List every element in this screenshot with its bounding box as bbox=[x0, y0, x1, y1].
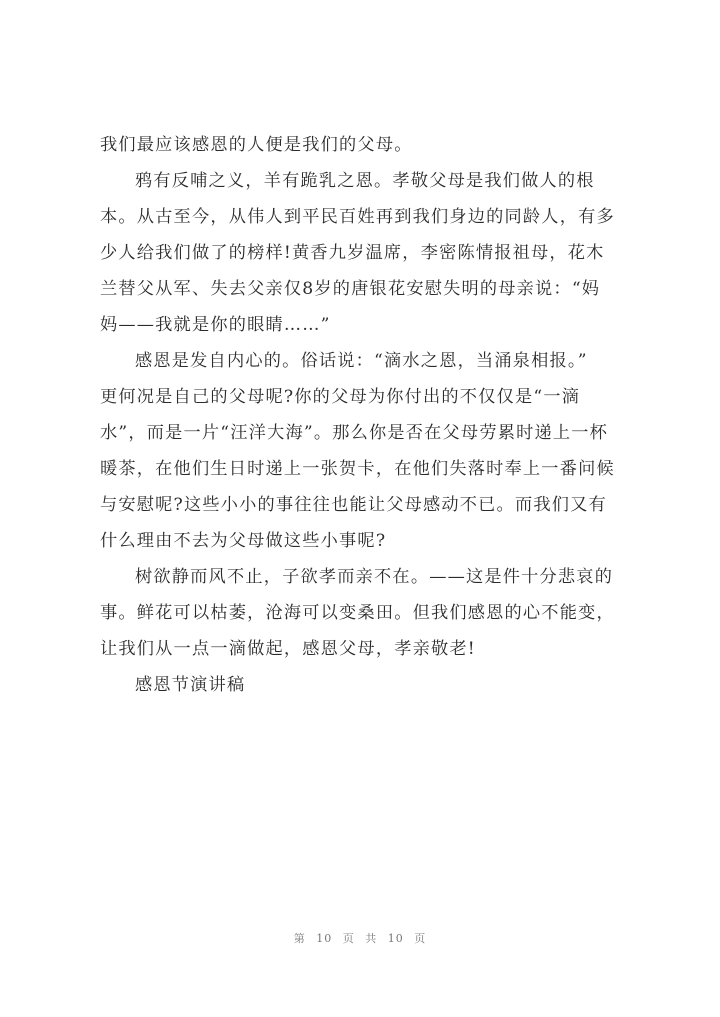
text-line: 感恩是发自内心的。俗话说：“滴水之恩，当涌泉相报。” bbox=[135, 351, 588, 371]
text-line: 感恩节演讲稿 bbox=[135, 675, 246, 695]
text-line: 暖茶，在他们生日时递上一张贺卡，在他们失落时奉上一番问候 bbox=[100, 459, 615, 479]
text-line: 我们最应该感恩的人便是我们的父母。 bbox=[100, 135, 413, 155]
text-line: 更何况是自己的父母呢?你的父母为你付出的不仅仅是“一滴 bbox=[100, 387, 581, 407]
text-line: 与安慰呢?这些小小的事往往也能让父母感动不已。而我们又有 bbox=[100, 495, 607, 515]
text-line: 本。从古至今，从伟人到平民百姓再到我们身边的同龄人，有多 bbox=[100, 207, 615, 227]
text-line: 树欲静而风不止，子欲孝而亲不在。——这是件十分悲哀的 bbox=[135, 567, 614, 587]
text-line: 鸦有反哺之义，羊有跪乳之恩。孝敬父母是我们做人的根 bbox=[135, 171, 595, 191]
text-line: 妈——我就是你的眼睛……” bbox=[100, 315, 331, 335]
text-line: 事。鲜花可以枯萎，沧海可以变桑田。但我们感恩的心不能变， bbox=[100, 603, 615, 623]
text-line: 让我们从一点一滴做起，感恩父母，孝亲敬老! bbox=[100, 639, 476, 659]
page-footer: 第 10 页 共 10 页 bbox=[293, 932, 427, 945]
text-line: 什么理由不去为父母做这些小事呢? bbox=[100, 531, 387, 551]
text-line: 兰替父从军、失去父亲仅8岁的唐银花安慰失明的母亲说：“妈 bbox=[100, 279, 601, 299]
text-line: 水”，而是一片“汪洋大海”。那么你是否在父母劳累时递上一杯 bbox=[100, 423, 609, 443]
body-text bbox=[100, 127, 640, 703]
text-line: 少人给我们做了的榜样!黄香九岁温席，李密陈情报祖母，花木 bbox=[100, 243, 605, 263]
